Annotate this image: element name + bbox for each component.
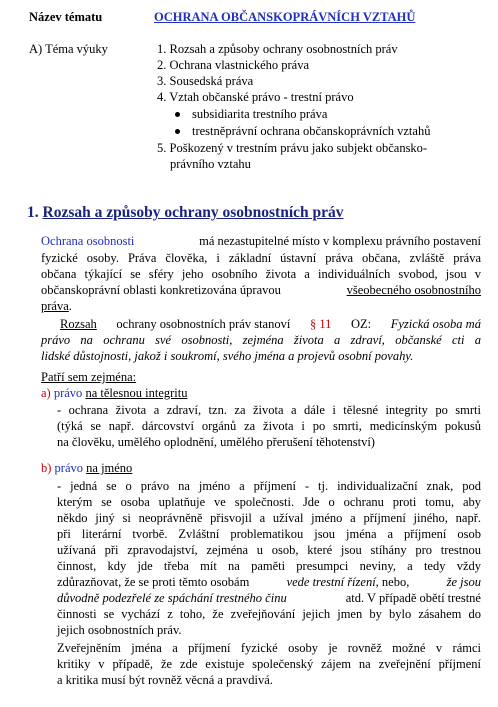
quote-line: právo na ochranu své osobnosti, zejména života a zdraví, občanské cti a	[41, 333, 481, 347]
link-pravo[interactable]: právo	[53, 386, 83, 400]
emphasis-text: důvodně podezřelé ze spáchání trestného činu	[57, 591, 287, 605]
list-text	[57, 575, 481, 590]
list-text: při literární tvorbě. Zvláštní problematikou jsou jména a příjmení osob	[57, 527, 481, 541]
list-text: - ochrana života a zdraví, tzn. za života a dále i tělesné integrity po smrti	[57, 403, 481, 417]
link-paragraph-11[interactable]: § 11	[309, 317, 332, 331]
quote-line: lidské důstojnosti, jakož i soukromí, svého jména a projevů osobní povahy.	[41, 349, 414, 363]
list-item-title: na tělesnou integritu	[85, 386, 188, 400]
subtheme-item-1	[175, 107, 327, 122]
paragraph-line: fyzické osoby. Práva člověka, i základní ústavní práva občana, zvláště práva	[41, 251, 481, 265]
subtheme-item-2	[175, 124, 430, 139]
paragraph-text: má nezastupitelné místo v komplexu právního postavení	[199, 234, 481, 248]
link-rozsah[interactable]: Rozsah	[60, 317, 97, 331]
bullet-icon	[175, 129, 180, 134]
subtheme-label: trestněprávní ochrana občanskoprávních vztahů	[192, 124, 431, 138]
topic-label: Název tématu	[29, 10, 103, 24]
list-marker: a)	[41, 386, 51, 400]
link-vseobecne-osobnostni[interactable]: všeobecného osobnostního	[346, 283, 481, 297]
list-intro: Patří sem zejména:	[41, 370, 137, 384]
paragraph-line: občana týkající se sféry jeho osobního života a individuálních svobod, jsou v	[41, 267, 481, 281]
subtheme-label: subsidiarita trestního práva	[192, 107, 328, 121]
list-marker: b)	[41, 461, 52, 475]
theme-item-5-cont: právního vztahu	[170, 157, 251, 171]
paragraph-text: ochrany osobnostních práv stanoví	[116, 317, 291, 331]
themes-label: A) Téma výuky	[29, 42, 108, 56]
list-text: Zveřejněním jména a příjmení fyzické osoby je rovněž možné v rámci	[57, 641, 481, 655]
paragraph-line	[41, 283, 481, 298]
list-text: kterým se osoba uplatňuje ve společnosti. Jde o ochranu proti tomu, aby	[57, 495, 481, 509]
theme-item-4: 4. Vztah občanské právo - trestní právo	[157, 90, 354, 104]
list-text: někdo jiný si neoprávněně přisvojil a užíval jméno a příjmení jiného, např.	[57, 511, 481, 525]
theme-item-3: 3. Sousedská práva	[157, 74, 254, 88]
emphasis-text: vede trestní řízení	[286, 575, 376, 589]
list-text: a kritika musí být rovněž věcná a pravdivá.	[57, 673, 273, 687]
emphasis-text: že jsou	[446, 575, 481, 589]
theme-item-1: 1. Rozsah a způsoby ochrany osobnostních práv	[157, 42, 398, 56]
paragraph-text: občanskoprávní oblasti konkretizována úpravou	[41, 283, 281, 297]
link-pravo[interactable]: právo	[54, 461, 84, 475]
link-prava[interactable]: práva	[41, 299, 69, 313]
theme-item-2: 2. Ochrana vlastnického práva	[157, 58, 310, 72]
paragraph-line	[41, 234, 481, 249]
theme-item-5: 5. Poškozený v trestním právu jako subjekt občansko-	[157, 141, 428, 155]
list-text: - jedná se o právo na jméno a příjmení - tj. individualizační znak, pod	[57, 479, 481, 493]
paragraph-text: OZ:	[350, 317, 372, 331]
list-text: kritiky v případě, že zde existuje společenský zájem na zveřejnění příjmení	[57, 657, 481, 671]
section-number: 1.	[27, 204, 39, 221]
paragraph-text: atd. V případě obětí trestné	[345, 591, 481, 605]
link-ochrana[interactable]: Ochrana	[41, 234, 84, 248]
list-text: užívaná při zpravodajství, zejména u osob, které jsou stíhány pro trestnou	[57, 543, 481, 557]
topic-title[interactable]: OCHRANA OBČANSKOPRÁVNÍCH VZTAHŮ	[154, 10, 416, 24]
list-text: činnost, kdy jde třeba mít na paměti presumpci neviny, a tedy vždy	[57, 559, 481, 573]
list-item-title: na jméno	[86, 461, 133, 475]
paragraph-line	[60, 317, 481, 332]
list-text: činnosti se vychází z toho, že zveřejňování jejich jmen by bylo zásahem do	[57, 607, 481, 621]
bullet-icon	[175, 112, 180, 117]
list-item-b-heading	[41, 461, 132, 476]
paragraph-text: , nebo,	[375, 575, 410, 589]
list-item-a-heading	[41, 386, 188, 401]
paragraph-text: zdůrazňovat, že se proti těmto osobám	[57, 575, 250, 589]
section-heading[interactable]	[27, 204, 344, 222]
paragraph-line	[41, 299, 72, 314]
list-text: na člověku, umělého oplodnění, umělého přerušení těhotenství)	[57, 435, 375, 449]
quote-text: Fyzická osoba má	[390, 317, 481, 331]
section-title[interactable]: Rozsah a způsoby ochrany osobnostních práv	[42, 204, 344, 221]
list-text: (týká se např. dárcovství orgánů za života i po smrti, medicínským pokusů	[57, 419, 481, 433]
list-text	[57, 591, 481, 606]
list-text: jejich osobnostních práv.	[57, 623, 182, 637]
link-osobnosti[interactable]: osobnosti	[86, 234, 135, 248]
paragraph-text: .	[68, 299, 72, 313]
